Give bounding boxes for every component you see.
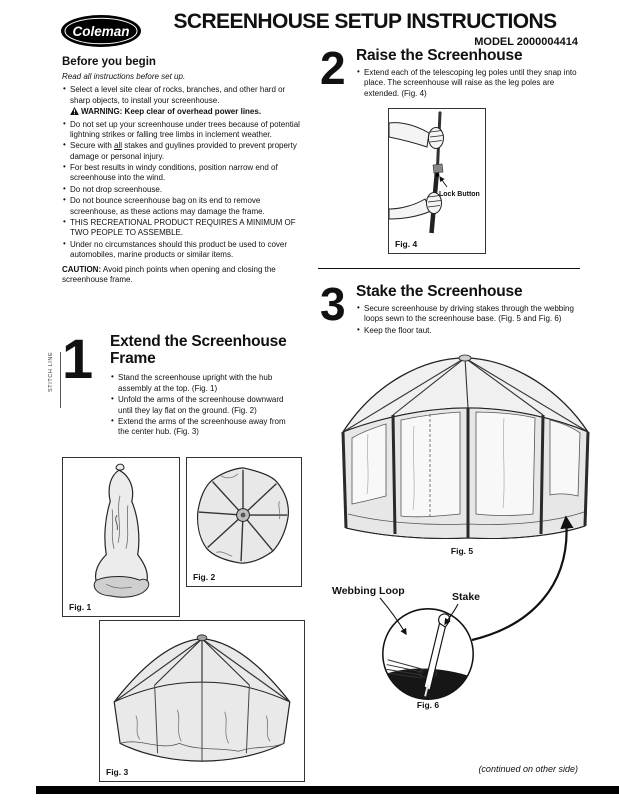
list-item: • Select a level site clear of rocks, branches, and other hard or sharp objects, to install your screenhouse. bbox=[62, 85, 306, 106]
step-3 bbox=[320, 278, 586, 337]
secure-text-all: all bbox=[114, 141, 123, 151]
warning-icon bbox=[70, 107, 79, 118]
figure-4 bbox=[388, 108, 486, 254]
step-2-bullet: • Extend each of the telescoping leg poles until they snap into place. The screenhouse will raise as the leg poles are extended. (Fig. 4) bbox=[356, 68, 580, 99]
step-2-number: 2 bbox=[320, 42, 346, 94]
fig-2-folded-frame-illustration bbox=[187, 458, 301, 576]
list-item: • Do not set up your screenhouse under trees because of potential lightning strikes or falling tree limbs in inclement weather. bbox=[62, 120, 306, 141]
coleman-logo bbox=[60, 14, 142, 48]
fig-1-bag-illustration bbox=[63, 458, 179, 606]
list-item bbox=[62, 141, 306, 162]
continued-note: (continued on other side) bbox=[478, 764, 578, 774]
fig-6-caption: Fig. 6 bbox=[416, 700, 440, 710]
intro-note: Read all instructions before set up. bbox=[62, 71, 186, 81]
list-item: • Do not drop screenhouse. bbox=[62, 185, 306, 195]
figure-5 bbox=[320, 346, 604, 558]
before-you-begin-list bbox=[62, 85, 306, 260]
stitch-line-label: STITCH LINE bbox=[48, 351, 54, 392]
step-1-instructions bbox=[110, 373, 292, 437]
list-item: • Do not bounce screenhouse bag on its end to remove screenhouse, as these actions may damage the frame. bbox=[62, 196, 306, 217]
step-3-bullet: • Secure screenhouse by driving stakes through the webbing loops sewn to the screenhouse base. (Fig. 5 and Fig. 6) bbox=[356, 304, 580, 325]
step-1-bullet: • Unfold the arms of the screenhouse downward until they lay flat on the ground. (Fig. 2) bbox=[110, 395, 292, 416]
caution-note bbox=[62, 265, 306, 286]
stitch-line-mark bbox=[60, 352, 61, 408]
fig-5-screenhouse-illustration bbox=[320, 346, 604, 542]
step-3-title: Stake the Screenhouse bbox=[356, 283, 523, 300]
step-1 bbox=[62, 327, 307, 439]
before-you-begin-section bbox=[62, 55, 306, 285]
fig-1-caption: Fig. 1 bbox=[69, 602, 92, 612]
fig-3-extended-frame-illustration bbox=[100, 621, 304, 769]
step-1-title: Extend the Screenhouse Frame bbox=[110, 333, 287, 367]
step-1-bullet: • Stand the screenhouse upright with the hub assembly at the top. (Fig. 1) bbox=[110, 373, 292, 394]
fig-6-stake-detail-illustration bbox=[378, 604, 478, 704]
section-divider bbox=[318, 268, 580, 269]
secure-text-post: stakes and guylines provided to prevent property damage or personal injury. bbox=[70, 141, 297, 161]
figure-3 bbox=[99, 620, 305, 782]
stake-label: Stake bbox=[452, 591, 481, 603]
model-number: MODEL 2000004414 bbox=[474, 36, 578, 48]
fig-2-caption: Fig. 2 bbox=[193, 572, 216, 582]
figure-2 bbox=[186, 457, 302, 587]
brand-text: Coleman bbox=[72, 24, 130, 39]
warning-text: WARNING: Keep clear of overhead power lines. bbox=[81, 107, 262, 117]
figure-6 bbox=[378, 604, 478, 704]
list-item: • THIS RECREATIONAL PRODUCT REQUIRES A MINIMUM OF TWO PEOPLE TO ASSEMBLE. bbox=[62, 218, 306, 239]
figure-1 bbox=[62, 457, 180, 617]
fig-5-caption: Fig. 5 bbox=[450, 546, 474, 556]
step-2-title: Raise the Screenhouse bbox=[356, 47, 523, 64]
secure-text-pre: Secure with bbox=[70, 141, 115, 151]
list-item: • For best results in windy conditions, position narrow end of screenhouse into the wind. bbox=[62, 163, 306, 184]
bottom-registration-bar bbox=[36, 786, 619, 794]
webbing-loop-label: Webbing Loop bbox=[332, 585, 405, 597]
warning-note bbox=[62, 107, 306, 118]
fig-4-caption: Fig. 4 bbox=[395, 239, 418, 249]
step-3-bullet: • Keep the floor taut. bbox=[356, 326, 580, 336]
page-title: SCREENHOUSE SETUP INSTRUCTIONS bbox=[173, 10, 557, 33]
caution-label: CAUTION: bbox=[62, 264, 102, 274]
step-1-bullet: • Extend the arms of the screenhouse away from the center hub. (Fig. 3) bbox=[110, 417, 292, 438]
fig-4-pole-hands-illustration bbox=[389, 109, 485, 237]
caution-text: Avoid pinch points when opening and closing the screenhouse frame. bbox=[62, 264, 276, 284]
list-item: • Under no circumstances should this product be used to cover automobiles, marine products or similar items. bbox=[62, 240, 306, 261]
step-1-number: 1 bbox=[62, 327, 94, 390]
lock-button-label: Lock Button bbox=[439, 191, 480, 198]
step-3-number: 3 bbox=[320, 278, 346, 330]
step-2-instructions bbox=[356, 68, 580, 99]
coleman-logo-icon bbox=[60, 14, 142, 48]
section-heading: Before you begin bbox=[62, 56, 156, 68]
fig-3-caption: Fig. 3 bbox=[106, 767, 129, 777]
step-3-instructions bbox=[356, 304, 580, 336]
